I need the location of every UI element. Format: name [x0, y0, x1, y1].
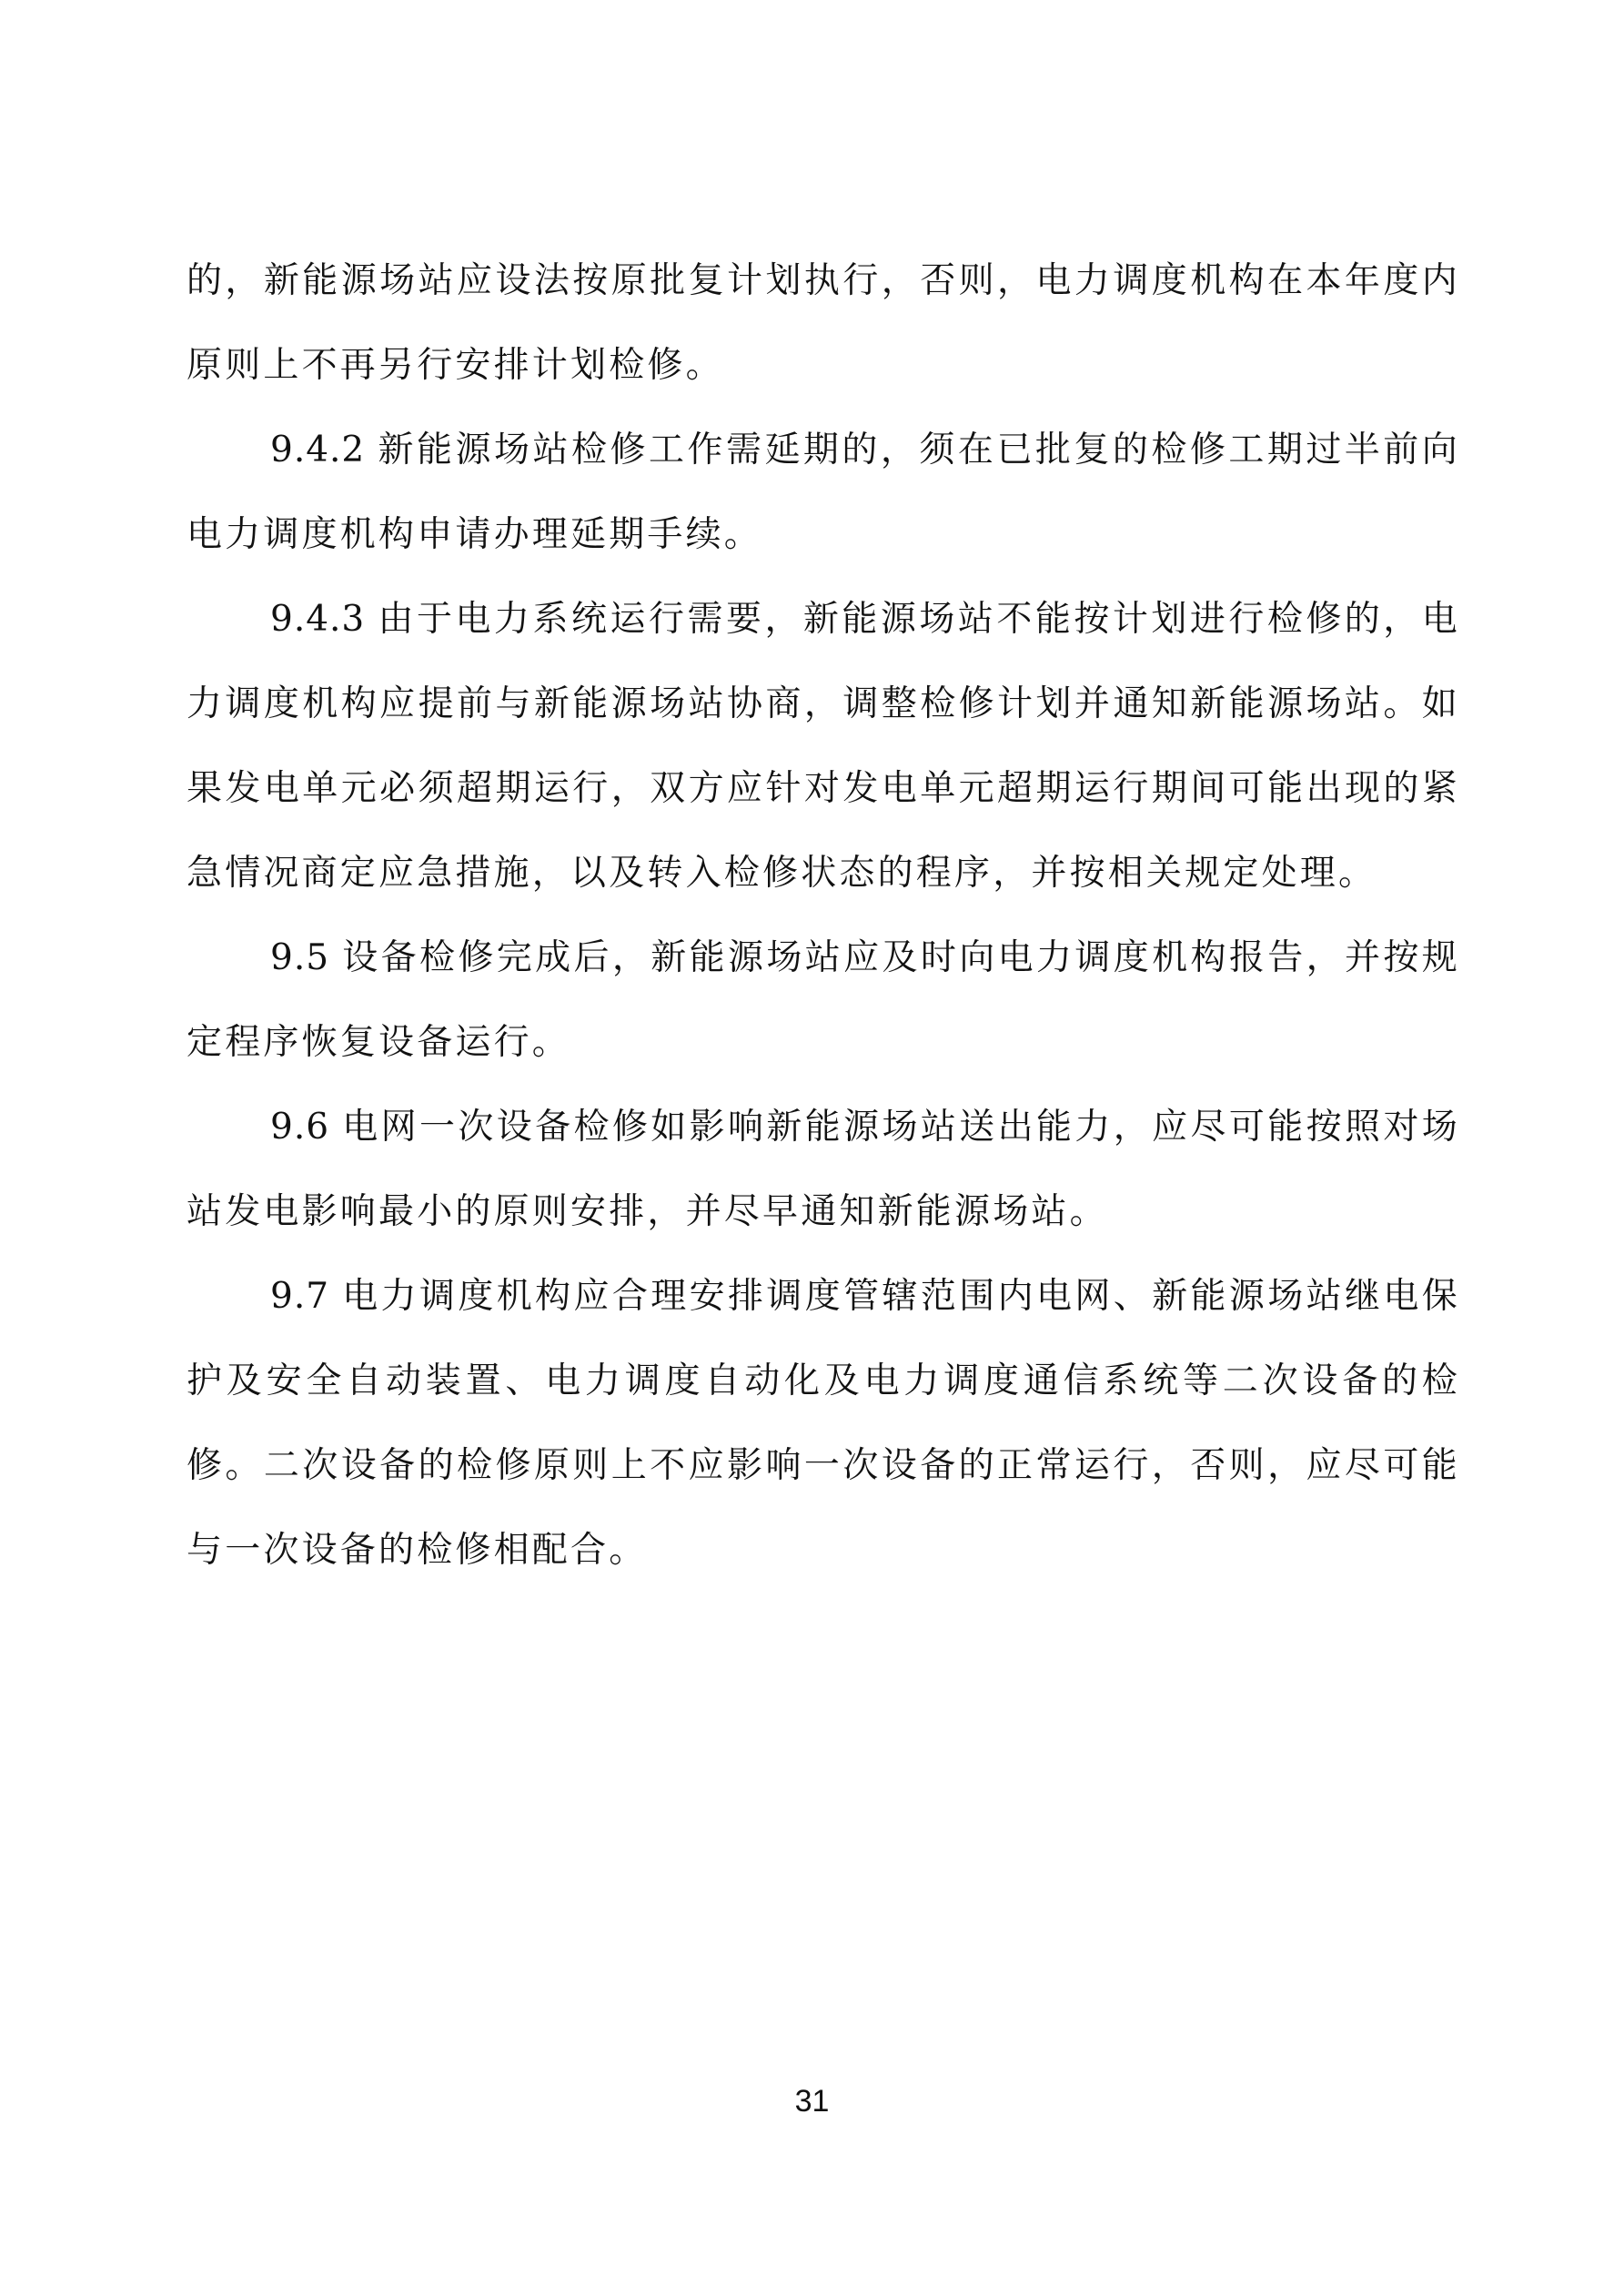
clause-number: 9.4.2 — [270, 430, 366, 470]
clause-text: 电力调度机构应合理安排调度管辖范围内电网、新能源场站继电保护及安全自动装置、电力调度自动化及电力调度通信系统等二次设备的检修。二次设备的检修原则上不应影响一次设备的正常运行，否则，应尽可能与一次设备的检修相配合。 — [187, 1276, 1460, 1571]
paragraph-continuation — [187, 238, 1460, 408]
clause-9-7 — [187, 1254, 1460, 1593]
clause-number: 9.4.3 — [270, 599, 366, 640]
clause-9-6 — [187, 1085, 1460, 1254]
clause-number: 9.5 — [270, 937, 330, 978]
clause-text: 设备检修完成后，新能源场站应及时向电力调度机构报告，并按规定程序恢复设备运行。 — [187, 937, 1460, 1063]
clause-number: 9.6 — [270, 1107, 330, 1148]
clause-text: 电网一次设备检修如影响新能源场站送出能力，应尽可能按照对场站发电影响最小的原则安排，并尽早通知新能源场站。 — [187, 1107, 1460, 1232]
clause-text: 由于电力系统运行需要，新能源场站不能按计划进行检修的，电力调度机构应提前与新能源场站协商，调整检修计划并通知新能源场站。如果发电单元必须超期运行，双方应针对发电单元超期运行期间可能出现的紧急情况商定应急措施，以及转入检修状态的程序，并按相关规定处理。 — [187, 599, 1460, 894]
clause-text: 新能源场站检修工作需延期的，须在已批复的检修工期过半前向电力调度机构申请办理延期手续。 — [187, 430, 1460, 555]
clause-9-4-2 — [187, 408, 1460, 577]
paragraph-text: 的，新能源场站应设法按原批复计划执行，否则，电力调度机构在本年度内原则上不再另行安排计划检修。 — [187, 260, 1460, 386]
clause-9-4-3 — [187, 577, 1460, 915]
page-number: 31 — [794, 2084, 830, 2119]
document-body — [187, 238, 1460, 1593]
clause-number: 9.7 — [270, 1276, 330, 1317]
clause-9-5 — [187, 915, 1460, 1085]
